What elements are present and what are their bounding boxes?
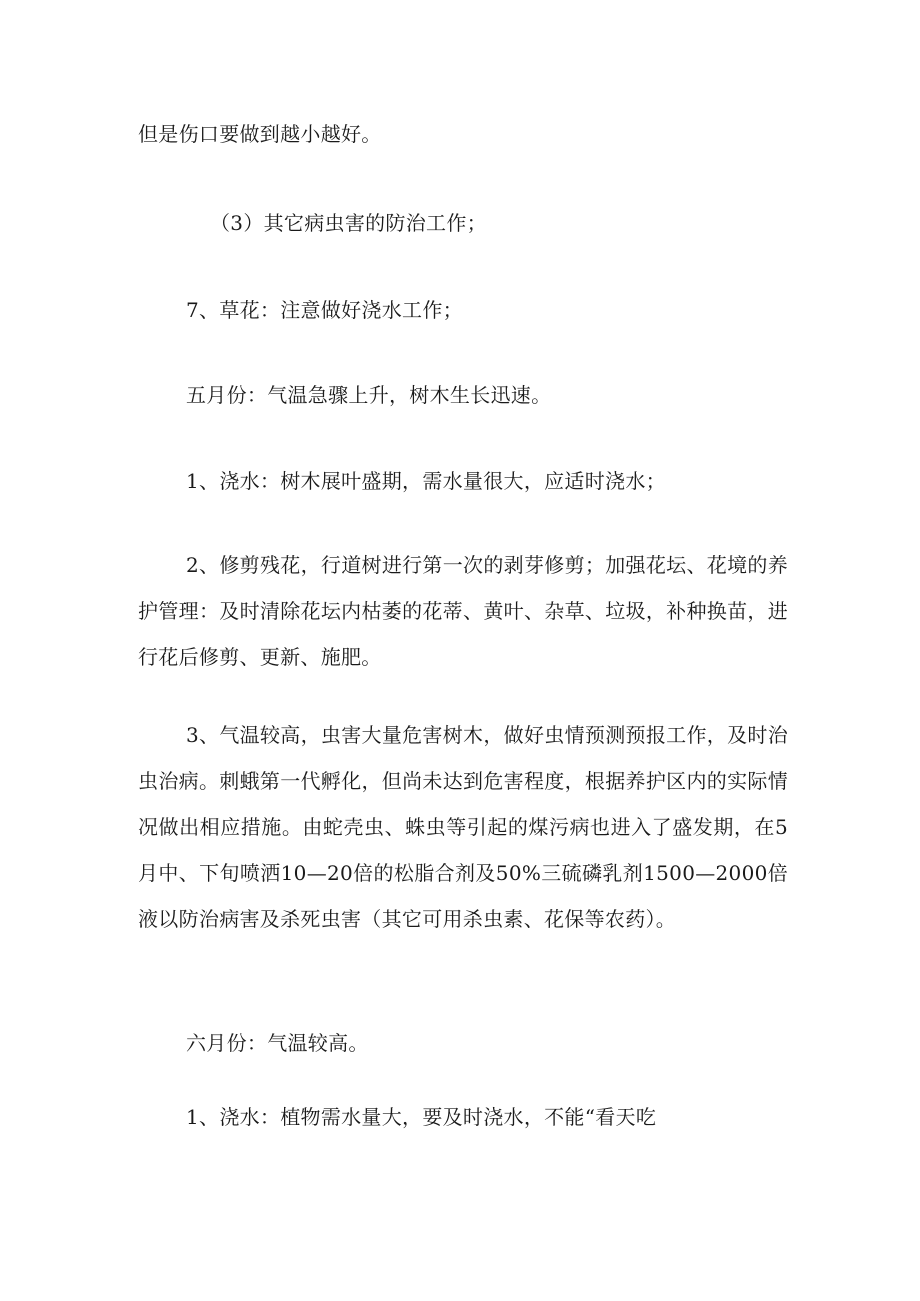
paragraph-may-pruning: 2、修剪残花，行道树进行第一次的剥芽修剪；加强花坛、花境的养护管理：及时清除花坛内枯萎的花蒂、黄叶、杂草、垃圾，补种换苗，进行花后修剪、更新、施肥。 xyxy=(138,553,788,669)
heading-may: 五月份：气温急骤上升，树木生长迅速。 xyxy=(186,383,552,407)
paragraph-june-watering: 1、浇水：植物需水量大，要及时浇水，不能“看天吃 xyxy=(186,1105,657,1129)
paragraph-wound-note: 但是伤口要做到越小越好。 xyxy=(138,122,382,146)
paragraph-other-pests: （3）其它病虫害的防治工作； xyxy=(210,211,487,235)
paragraph-may-pest-control: 3、气温较高，虫害大量危害树木，做好虫情预测预报工作，及时治虫治病。刺蛾第一代孵化，但尚未达到危害程度，根据养护区内的实际情况做出相应措施。由蛇壳虫、蛛虫等引起的煤污病也进入了盛发期，在5月中、下旬喷洒10—20倍的松脂合剂及50%三硫磷乳剂1500—2000倍液以防治病害及杀死虫害（其它可用杀虫素、花保等农药）。 xyxy=(138,723,788,931)
paragraph-flowers-watering: 7、草花：注意做好浇水工作； xyxy=(186,298,463,322)
paragraph-may-watering: 1、浇水：树木展叶盛期，需水量很大，应适时浇水； xyxy=(186,469,666,493)
heading-june: 六月份：气温较高。 xyxy=(186,1031,369,1055)
